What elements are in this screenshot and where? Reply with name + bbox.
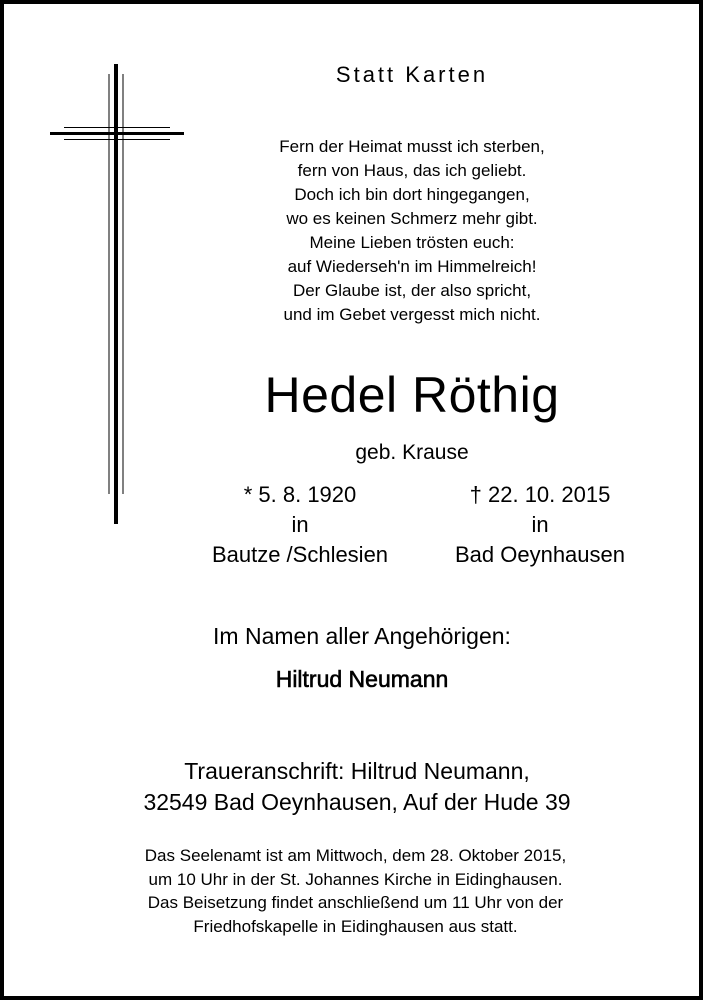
poem-line: Der Glaube ist, der also spricht, <box>292 281 532 300</box>
service-line: um 10 Uhr in der St. Johannes Kirche in Eidinghausen. <box>148 869 563 889</box>
address-line: Traueranschrift: Hiltrud Neumann, <box>184 758 530 784</box>
service-line: Das Seelenamt ist am Mittwoch, dem 28. Oktober 2015, <box>144 846 567 865</box>
service-line: Friedhofskapelle in Eidinghausen aus statt. <box>193 916 518 936</box>
mourning-address <box>107 756 607 818</box>
death-preposition: in <box>531 512 549 537</box>
poem-line: wo es keinen Schmerz mehr gibt. <box>286 209 538 228</box>
address-line: 32549 Bad Oeynhausen, Auf der Hude 39 <box>143 789 571 815</box>
poem-line: und im Gebet vergesst mich nicht. <box>283 305 541 324</box>
poem <box>162 135 662 327</box>
death-date: † 22. 10. 2015 <box>469 482 611 507</box>
birth-date: * 5. 8. 1920 <box>243 482 357 507</box>
poem-line: Meine Lieben trösten euch: <box>309 233 515 252</box>
family-intro: Im Namen aller Angehörigen: <box>213 623 511 649</box>
service-info <box>4 844 703 938</box>
service-line: Das Beisetzung findet anschließend um 11 Uhr von der <box>147 893 564 912</box>
poem-line: Doch ich bin dort hingegangen, <box>294 185 530 204</box>
poem-line: fern von Haus, das ich geliebt. <box>297 161 527 180</box>
death-place: Bad Oeynhausen <box>454 542 626 567</box>
birth-preposition: in <box>291 512 309 537</box>
family-name: Hiltrud Neumann <box>275 666 449 692</box>
deceased-name: Hedel Röthig <box>264 367 560 423</box>
death-info <box>390 480 690 570</box>
header-text: Statt Karten <box>335 62 489 87</box>
birth-place: Bautze /Schlesien <box>211 542 389 567</box>
poem-line: Fern der Heimat musst ich sterben, <box>279 137 545 156</box>
poem-line: auf Wiederseh'n im Himmelreich! <box>287 257 537 276</box>
maiden-name: geb. Krause <box>355 441 469 464</box>
